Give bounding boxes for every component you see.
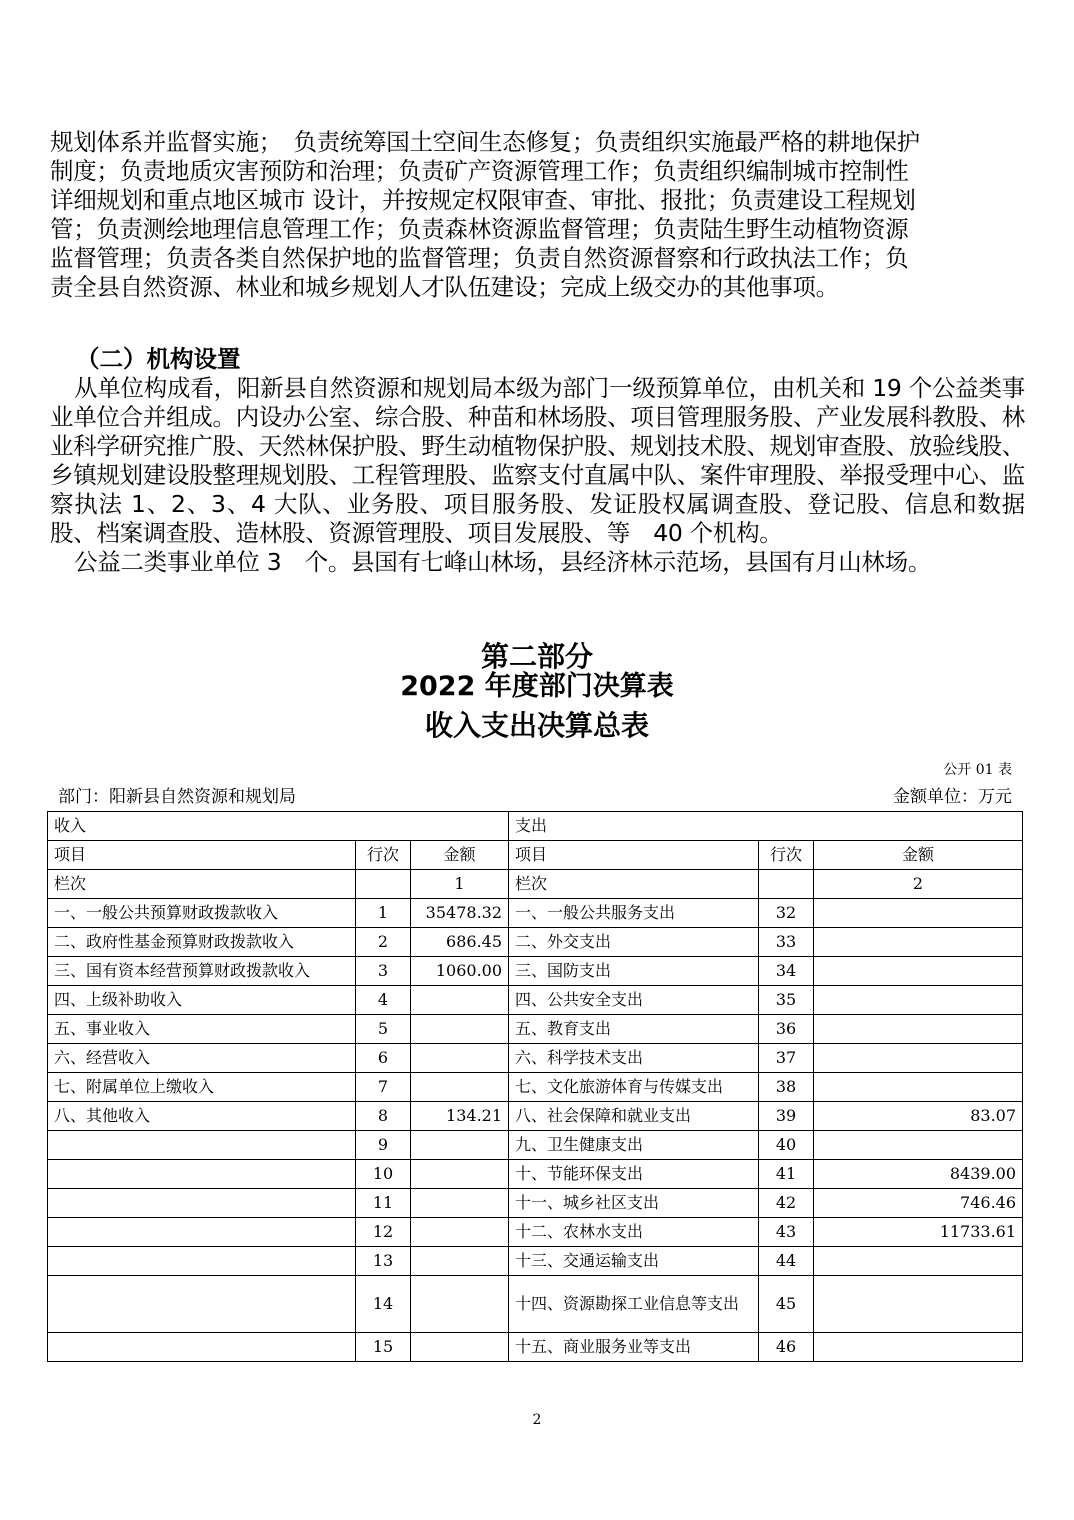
expense-row-no-cell: 42 xyxy=(759,1189,814,1218)
expense-item-cell: 九、卫生健康支出 xyxy=(509,1131,759,1160)
income-amount-cell xyxy=(411,1073,509,1102)
form-number: 公开 01 表 xyxy=(943,762,1012,778)
income-row-no-cell: 6 xyxy=(356,1044,411,1073)
expense-row-no-cell: 41 xyxy=(759,1160,814,1189)
income-row-no-cell: 11 xyxy=(356,1189,411,1218)
table-column-header-row xyxy=(48,841,1023,870)
income-row-no-cell: 13 xyxy=(356,1247,411,1276)
expense-item-cell: 十五、商业服务业等支出 xyxy=(509,1333,759,1362)
expense-item-cell: 十二、农林水支出 xyxy=(509,1218,759,1247)
expense-row-no-cell: 34 xyxy=(759,957,814,986)
expense-amount-header: 金额 xyxy=(814,841,1023,870)
expense-item-cell: 四、公共安全支出 xyxy=(509,986,759,1015)
year-title: 2022 年度部门决算表 xyxy=(400,671,674,702)
expense-amount-cell: 8439.00 xyxy=(814,1160,1023,1189)
income-item-cell: 三、国有资本经营预算财政拨款收入 xyxy=(48,957,356,986)
income-amount-cell xyxy=(411,1044,509,1073)
income-item-cell xyxy=(48,1160,356,1189)
table-row xyxy=(48,1333,1023,1362)
expense-amount-cell xyxy=(814,928,1023,957)
table-row xyxy=(48,957,1023,986)
organization-section xyxy=(50,374,1025,577)
income-item-header: 项目 xyxy=(48,841,356,870)
expense-item-header: 项目 xyxy=(509,841,759,870)
income-row-no-cell: 12 xyxy=(356,1218,411,1247)
expense-item-cell: 三、国防支出 xyxy=(509,957,759,986)
expense-row-no-cell: 37 xyxy=(759,1044,814,1073)
income-item-cell xyxy=(48,1333,356,1362)
expense-lanci-empty xyxy=(759,870,814,899)
intro-line: 规划体系并监督实施； 负责统筹国土空间生态修复；负责组织实施最严格的耕地保护 xyxy=(50,128,920,156)
expense-item-cell: 十一、城乡社区支出 xyxy=(509,1189,759,1218)
income-amount-cell xyxy=(411,1276,509,1333)
expense-item-cell: 一、一般公共服务支出 xyxy=(509,899,759,928)
income-row-no-header: 行次 xyxy=(356,841,411,870)
intro-line: 管；负责测绘地理信息管理工作；负责森林资源监督管理；负责陆生野生动植物资源 xyxy=(50,215,909,243)
income-amount-cell xyxy=(411,986,509,1015)
income-expense-table xyxy=(47,811,1023,1362)
income-amount-cell: 686.45 xyxy=(411,928,509,957)
table-row xyxy=(48,1044,1023,1073)
expense-row-no-header: 行次 xyxy=(759,841,814,870)
expense-row-no-cell: 36 xyxy=(759,1015,814,1044)
expense-amount-cell xyxy=(814,899,1023,928)
expense-item-cell: 二、外交支出 xyxy=(509,928,759,957)
expense-row-no-cell: 40 xyxy=(759,1131,814,1160)
income-item-cell: 六、经营收入 xyxy=(48,1044,356,1073)
expense-amount-cell: 83.07 xyxy=(814,1102,1023,1131)
table-lanci-row xyxy=(48,870,1023,899)
income-row-no-cell: 8 xyxy=(356,1102,411,1131)
organization-paragraph: 从单位构成看，阳新县自然资源和规划局本级为部门一级预算单位，由机关和 19 个公益类事业单位合并组成。内设办公室、综合股、种苗和林场股、项目管理服务股、产业发展科教股、林业科学研究推广股、天然林保护股、野生动植物保护股、规划技术股、规划审查股、放验线股、乡镇规划建设股整理规划股、工程管理股、监察支付直属中队、案件审理股、举报受理中心、监察执法 1、2、3、4 大队、业务股、项目服务股、发证股权属调查股、登记股、信息和数据股、档案调查股、造林股、资源管理股、项目发展股、等 40 个机构。 xyxy=(50,374,1025,547)
expense-amount-cell xyxy=(814,1073,1023,1102)
income-amount-cell: 134.21 xyxy=(411,1102,509,1131)
income-item-cell xyxy=(48,1189,356,1218)
income-amount-cell xyxy=(411,1160,509,1189)
expense-row-no-cell: 32 xyxy=(759,899,814,928)
table-row xyxy=(48,1247,1023,1276)
expense-amount-cell xyxy=(814,1131,1023,1160)
expense-row-no-cell: 44 xyxy=(759,1247,814,1276)
income-amount-cell: 35478.32 xyxy=(411,899,509,928)
expense-row-no-cell: 38 xyxy=(759,1073,814,1102)
income-row-no-cell: 1 xyxy=(356,899,411,928)
income-item-cell xyxy=(48,1131,356,1160)
income-row-no-cell: 10 xyxy=(356,1160,411,1189)
income-amount-cell xyxy=(411,1247,509,1276)
income-item-cell xyxy=(48,1276,356,1333)
expense-amount-cell xyxy=(814,1015,1023,1044)
intro-paragraph xyxy=(50,128,1025,302)
expense-lanci-label: 栏次 xyxy=(509,870,759,899)
expense-amount-cell xyxy=(814,957,1023,986)
expense-amount-cell: 11733.61 xyxy=(814,1218,1023,1247)
income-row-no-cell: 15 xyxy=(356,1333,411,1362)
income-item-cell: 五、事业收入 xyxy=(48,1015,356,1044)
intro-line: 制度；负责地质灾害预防和治理；负责矿产资源管理工作；负责组织编制城市控制性 xyxy=(50,157,909,185)
income-row-no-cell: 3 xyxy=(356,957,411,986)
expense-item-cell: 五、教育支出 xyxy=(509,1015,759,1044)
expense-amount-cell: 746.46 xyxy=(814,1189,1023,1218)
income-amount-cell xyxy=(411,1333,509,1362)
income-amount-cell xyxy=(411,1131,509,1160)
expense-item-cell: 七、文化旅游体育与传媒支出 xyxy=(509,1073,759,1102)
income-item-cell: 八、其他收入 xyxy=(48,1102,356,1131)
expense-amount-cell xyxy=(814,986,1023,1015)
part-title: 第二部分 xyxy=(480,640,593,673)
intro-line: 详细规划和重点地区城市 设计，并按规定权限审查、审批、报批；负责建设工程规划 xyxy=(50,186,916,214)
expense-amount-cell xyxy=(814,1333,1023,1362)
expense-amount-cell xyxy=(814,1247,1023,1276)
income-item-cell: 一、一般公共预算财政拨款收入 xyxy=(48,899,356,928)
expense-amount-cell xyxy=(814,1044,1023,1073)
income-amount-cell xyxy=(411,1015,509,1044)
income-amount-cell: 1060.00 xyxy=(411,957,509,986)
income-amount-cell xyxy=(411,1218,509,1247)
expense-item-cell: 十三、交通运输支出 xyxy=(509,1247,759,1276)
income-row-no-cell: 9 xyxy=(356,1131,411,1160)
table-group-header-row xyxy=(48,812,1023,841)
income-item-cell: 七、附属单位上缴收入 xyxy=(48,1073,356,1102)
income-row-no-cell: 7 xyxy=(356,1073,411,1102)
income-item-cell xyxy=(48,1247,356,1276)
expense-row-no-cell: 35 xyxy=(759,986,814,1015)
table-title: 收入支出决算总表 xyxy=(424,709,649,742)
expense-item-cell: 八、社会保障和就业支出 xyxy=(509,1102,759,1131)
table-row xyxy=(48,899,1023,928)
expense-item-cell: 六、科学技术支出 xyxy=(509,1044,759,1073)
income-amount-cell xyxy=(411,1189,509,1218)
expense-lanci-number: 2 xyxy=(814,870,1023,899)
income-item-cell xyxy=(48,1218,356,1247)
intro-line: 监督管理；负责各类自然保护地的监督管理；负责自然资源督察和行政执法工作；负 xyxy=(50,244,909,272)
income-item-cell: 四、上级补助收入 xyxy=(48,986,356,1015)
expense-item-cell: 十四、资源勘探工业信息等支出 xyxy=(509,1276,759,1333)
intro-line: 责全县自然资源、林业和城乡规划人才队伍建设；完成上级交办的其他事项。 xyxy=(50,273,839,301)
income-amount-header: 金额 xyxy=(411,841,509,870)
table-row xyxy=(48,1218,1023,1247)
expense-row-no-cell: 33 xyxy=(759,928,814,957)
table-row xyxy=(48,986,1023,1015)
income-group-header: 收入 xyxy=(48,812,509,841)
income-row-no-cell: 14 xyxy=(356,1276,411,1333)
expense-item-cell: 十、节能环保支出 xyxy=(509,1160,759,1189)
table-row xyxy=(48,1131,1023,1160)
income-item-cell: 二、政府性基金预算财政拨款收入 xyxy=(48,928,356,957)
expense-row-no-cell: 39 xyxy=(759,1102,814,1131)
department-label: 部门：阳新县自然资源和规划局 xyxy=(58,787,296,807)
section-heading: （二）机构设置 xyxy=(76,345,241,373)
table-row xyxy=(48,1276,1023,1333)
public-institution-paragraph: 公益二类事业单位 3 个。县国有七峰山林场，县经济林示范场，县国有月山林场。 xyxy=(74,548,932,576)
table-row xyxy=(48,1189,1023,1218)
expense-amount-cell xyxy=(814,1276,1023,1333)
expense-group-header: 支出 xyxy=(509,812,1023,841)
income-lanci-number: 1 xyxy=(411,870,509,899)
income-row-no-cell: 2 xyxy=(356,928,411,957)
table-row xyxy=(48,1102,1023,1131)
expense-row-no-cell: 46 xyxy=(759,1333,814,1362)
expense-row-no-cell: 45 xyxy=(759,1276,814,1333)
page-number: 2 xyxy=(532,1412,542,1428)
table-row xyxy=(48,1160,1023,1189)
table-row xyxy=(48,928,1023,957)
table-row xyxy=(48,1015,1023,1044)
expense-row-no-cell: 43 xyxy=(759,1218,814,1247)
income-row-no-cell: 4 xyxy=(356,986,411,1015)
income-row-no-cell: 5 xyxy=(356,1015,411,1044)
income-lanci-empty xyxy=(356,870,411,899)
income-lanci-label: 栏次 xyxy=(48,870,356,899)
table-row xyxy=(48,1073,1023,1102)
amount-unit-label: 金额单位：万元 xyxy=(893,787,1012,807)
